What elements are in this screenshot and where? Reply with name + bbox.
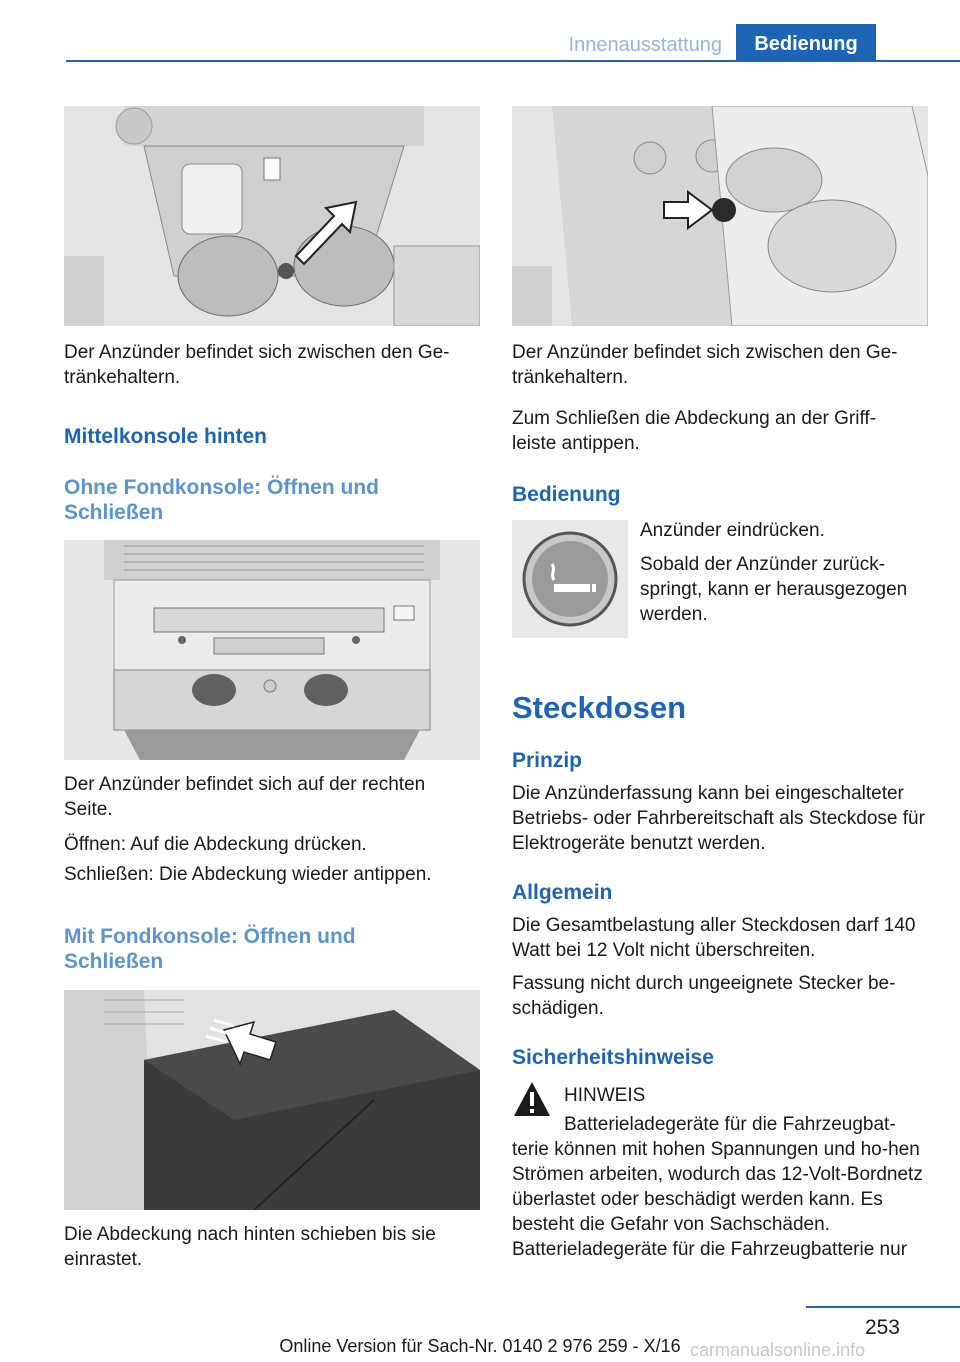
general-text-2: Fassung nicht durch ungeeignete Stecker be‐schädigen.	[512, 973, 896, 1019]
footer-rule	[806, 1306, 960, 1308]
caption-right-1: Der Anzünder befindet sich zwischen den Ge‐tränkehaltern.	[512, 342, 898, 388]
photo-cupholder-lighter-rear	[512, 106, 928, 326]
subheading-ohne-fondkonsole: Ohne Fondkonsole: Öffnen und Schließen	[64, 476, 379, 524]
tab-bedienung[interactable]: Bedienung	[736, 24, 876, 62]
photo-cupholder-lighter	[64, 106, 480, 326]
notice-text	[512, 1112, 932, 1262]
principle-text: Die Anzünderfassung kann bei eingeschalteter Betriebs- oder Fahrbereitschaft als Steckdose für Elektrogeräte benutzt werden.	[512, 783, 925, 854]
page-header	[0, 0, 960, 64]
caption-left-3: Die Abdeckung nach hinten schieben bis sie einrastet.	[64, 1224, 436, 1270]
subheading-mit-fondkonsole: Mit Fondkonsole: Öffnen und Schließen	[64, 925, 356, 973]
lighter-symbol-icon	[512, 520, 628, 638]
photo-rear-console-closed	[64, 540, 480, 760]
caption-left-2: Der Anzünder befindet sich auf der rechten Seite.	[64, 774, 426, 820]
caption-left-1: Der Anzünder befindet sich zwischen den Ge‐tränkehaltern.	[64, 342, 450, 388]
press-instruction: Anzünder eindrücken.	[640, 520, 825, 541]
footer-version: Online Version für Sach-Nr. 0140 2 976 259 - X/16	[279, 1336, 681, 1356]
heading-prinzip: Prinzip	[512, 749, 583, 772]
heading-steckdosen: Steckdosen	[512, 690, 687, 725]
tab-innenausstattung[interactable]: Innenausstattung	[568, 34, 722, 56]
heading-sicherheitshinweise: Sicherheitshinweise	[512, 1046, 714, 1069]
notice-label: HINWEIS	[564, 1085, 646, 1106]
header-rule	[66, 60, 960, 62]
photo-rear-console-cover	[64, 990, 480, 1210]
close-hint: Zum Schließen die Abdeckung an der Griff‐leiste antippen.	[512, 408, 877, 454]
close-instruction: Schließen: Die Abdeckung wieder antippen.	[64, 864, 432, 885]
watermark: carmanualsonline.info	[690, 1340, 866, 1360]
heading-bedienung: Bedienung	[512, 483, 621, 506]
open-instruction: Öffnen: Auf die Abdeckung drücken.	[64, 834, 367, 855]
pull-instruction: Sobald der Anzünder zurück‐springt, kann er herausgezogen werden.	[640, 554, 908, 625]
heading-allgemein: Allgemein	[512, 881, 613, 904]
page-number: 253	[864, 1316, 900, 1339]
general-text-1: Die Gesamtbelastung aller Steckdosen darf 140 Watt bei 12 Volt nicht überschreiten.	[512, 915, 916, 961]
heading-mittelkonsole: Mittelkonsole hinten	[64, 425, 268, 448]
notice-text-content: Batterieladegeräte für die Fahrzeugbat‐terie können mit hohen Spannungen und ho‐hen Strömen arbeiten, wodurch das 12-Volt-Bordnetz überlastet oder beschädigt werden kann. Es besteht die Gefahr von Sachschäden. Batterieladegeräte für die Fahrzeugbatterie nur	[512, 1114, 923, 1260]
